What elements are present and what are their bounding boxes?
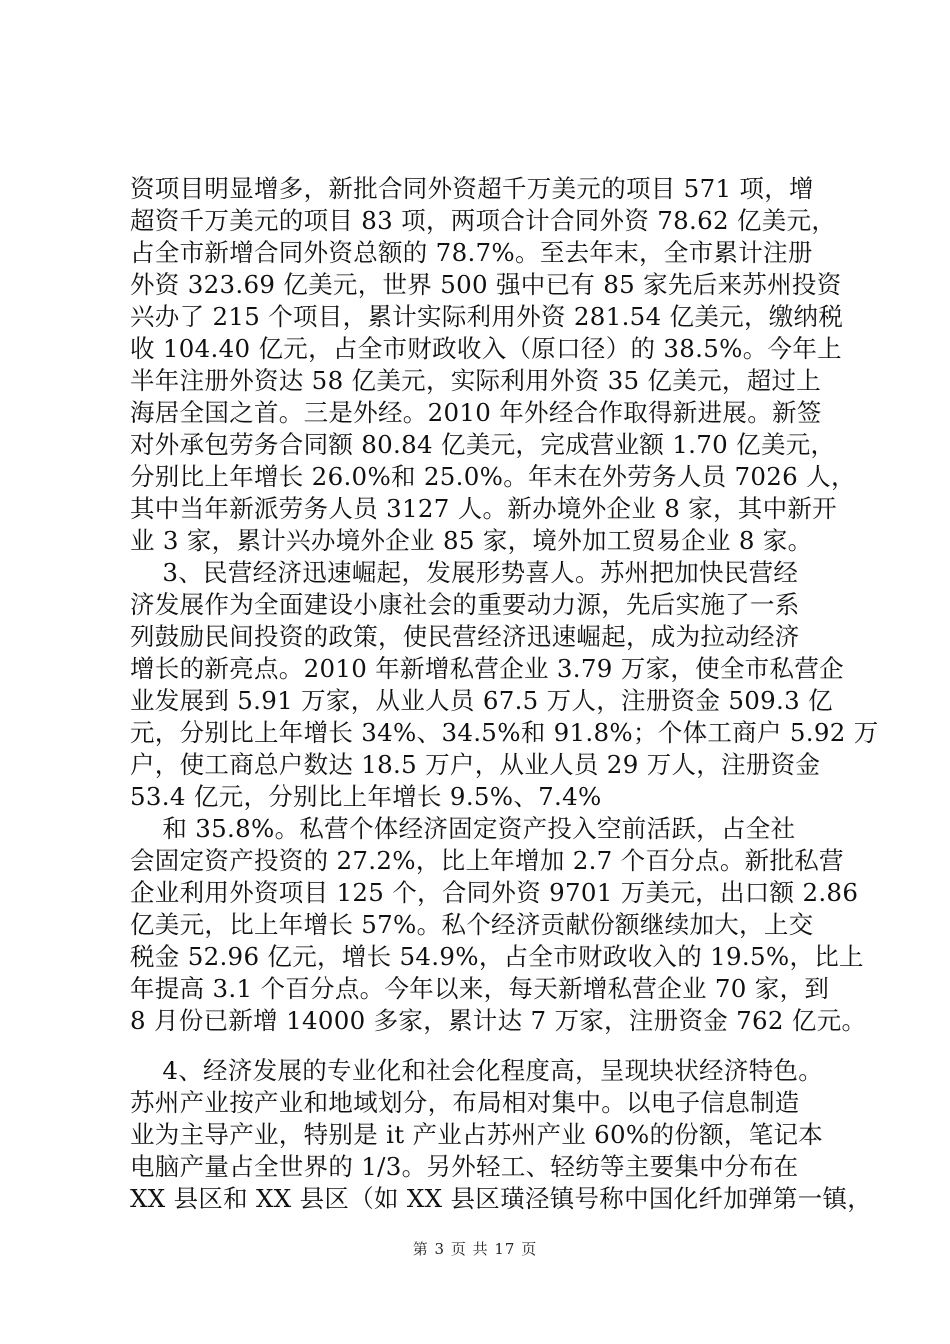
body-text-line: 占全市新增合同外资总额的 78.7%。至去年末，全市累计注册 (130, 238, 813, 267)
body-text-line: 电脑产量占全世界的 1/3。另外轻工、轻纺等主要集中分布在 (130, 1152, 799, 1181)
body-text-line: 亿美元，比上年增长 57%。私个经济贡献份额继续加大，上交 (130, 910, 814, 939)
body-text-line: 其中当年新派劳务人员 3127 人。新办境外企业 8 家，其中新开 (130, 494, 837, 523)
body-text-line: 8 月份已新增 14000 多家，累计达 7 万家，注册资金 762 亿元。 (130, 1006, 867, 1035)
body-text-line: 苏州产业按产业和地域划分，布局相对集中。以电子信息制造 (130, 1088, 800, 1117)
body-text-line: XX 县区和 XX 县区（如 XX 县区璜泾镇号称中国化纤加弹第一镇， (130, 1184, 873, 1213)
body-text-line: 半年注册外资达 58 亿美元，实际利用外资 35 亿美元，超过上 (130, 366, 822, 395)
body-text-line: 海居全国之首。三是外经。2010 年外经合作取得新进展。新签 (130, 398, 822, 427)
body-text-line: 业发展到 5.91 万家，从业人员 67.5 万人，注册资金 509.3 亿 (130, 686, 833, 715)
body-text-line: 分别比上年增长 26.0%和 25.0%。年末在外劳务人员 7026 人， (130, 462, 856, 491)
body-text-line: 年提高 3.1 个百分点。今年以来，每天新增私营企业 70 家，到 (130, 974, 830, 1003)
body-text-line: 列鼓励民间投资的政策，使民营经济迅速崛起，成为拉动经济 (130, 622, 800, 651)
body-text-line: 超资千万美元的项目 83 项，两项合计合同外资 78.62 亿美元， (130, 206, 837, 235)
body-text-line: 户，使工商总户数达 18.5 万户，从业人员 29 万人，注册资金 (130, 750, 821, 779)
body-text-line: 增长的新亮点。2010 年新增私营企业 3.79 万家，使全市私营企 (130, 654, 844, 683)
body-text-line: 业 3 家，累计兴办境外企业 85 家，境外加工贸易企业 8 家。 (130, 526, 813, 555)
paragraph-start-line: 和 35.8%。私营个体经济固定资产投入空前活跃，占全社 (130, 814, 796, 843)
body-text-line: 元，分别比上年增长 34%、34.5%和 91.8%；个体工商户 5.92 万 (130, 718, 879, 747)
body-text-line: 会固定资产投资的 27.2%，比上年增加 2.7 个百分点。新批私营 (130, 846, 844, 875)
paragraph-start-line: 4、经济发展的专业化和社会化程度高，呈现块状经济特色。 (130, 1056, 824, 1085)
paragraph-start-line: 3、民营经济迅速崛起，发展形势喜人。苏州把加快民营经 (130, 558, 799, 587)
body-text-line: 企业利用外资项目 125 个，合同外资 9701 万美元，出口额 2.86 (130, 878, 859, 907)
body-text-line: 53.4 亿元，分别比上年增长 9.5%、7.4% (130, 782, 602, 811)
body-text-line: 收 104.40 亿元，占全市财政收入（原口径）的 38.5%。今年上 (130, 334, 842, 363)
body-text-line: 资项目明显增多，新批合同外资超千万美元的项目 571 项，增 (130, 174, 814, 203)
body-text-line: 税金 52.96 亿元，增长 54.9%，占全市财政收入的 19.5%，比上 (130, 942, 864, 971)
body-text-line: 外资 323.69 亿美元，世界 500 强中已有 85 家先后来苏州投资 (130, 270, 842, 299)
page-number-footer: 第 3 页 共 17 页 (412, 1240, 538, 1258)
body-text-line: 对外承包劳务合同额 80.84 亿美元，完成营业额 1.70 亿美元， (130, 430, 836, 459)
body-text-line: 兴办了 215 个项目，累计实际利用外资 281.54 亿美元，缴纳税 (130, 302, 844, 331)
body-text-line: 业为主导产业，特别是 it 产业占苏州产业 60%的份额，笔记本 (130, 1120, 824, 1149)
body-text-line: 济发展作为全面建设小康社会的重要动力源，先后实施了一系 (130, 590, 800, 619)
